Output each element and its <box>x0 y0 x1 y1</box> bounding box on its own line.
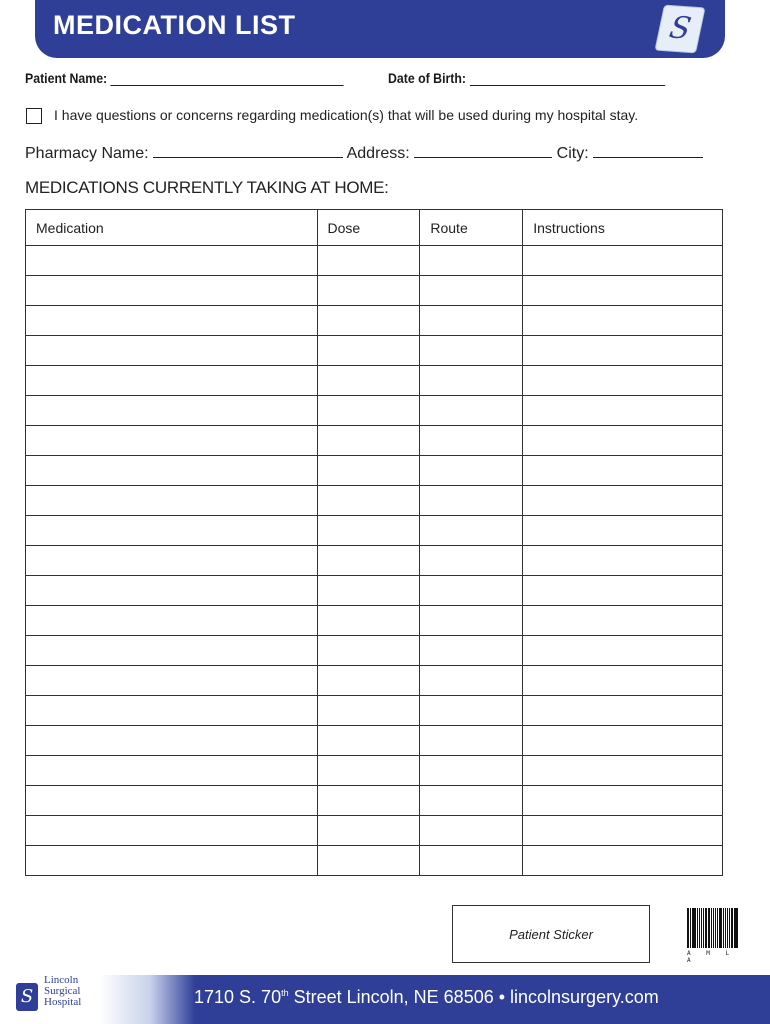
route-cell[interactable] <box>420 756 523 786</box>
dose-cell[interactable] <box>317 366 420 396</box>
address-line[interactable] <box>414 143 552 158</box>
table-row <box>26 846 723 876</box>
footer-address <box>194 987 659 1008</box>
instructions-cell[interactable] <box>523 336 723 366</box>
dose-cell[interactable] <box>317 576 420 606</box>
patient-sticker-box <box>452 905 650 963</box>
instructions-cell[interactable] <box>523 666 723 696</box>
table-row <box>26 336 723 366</box>
barcode-bar <box>697 908 698 948</box>
instructions-cell[interactable] <box>523 606 723 636</box>
brand-line-3: Hospital <box>44 996 82 1008</box>
table-row <box>26 366 723 396</box>
barcode-bar <box>687 908 689 948</box>
dose-cell[interactable] <box>317 516 420 546</box>
table-row <box>26 696 723 726</box>
route-cell[interactable] <box>420 546 523 576</box>
medication-cell[interactable] <box>26 366 318 396</box>
table-row <box>26 546 723 576</box>
medication-cell[interactable] <box>26 426 318 456</box>
pharmacy-name-line[interactable] <box>153 143 343 158</box>
table-row <box>26 306 723 336</box>
instructions-cell[interactable] <box>523 846 723 876</box>
pharmacy-name-label: Pharmacy Name: <box>25 145 149 162</box>
barcode-bar <box>699 908 701 948</box>
medication-cell[interactable] <box>26 246 318 276</box>
medication-cell[interactable] <box>26 756 318 786</box>
route-cell[interactable] <box>420 576 523 606</box>
column-dose: Dose <box>317 210 420 246</box>
table-row <box>26 456 723 486</box>
concerns-label: I have questions or concerns regarding medication(s) that will be used during my hospital stay. <box>54 107 639 123</box>
route-cell[interactable] <box>420 336 523 366</box>
medication-cell[interactable] <box>26 666 318 696</box>
medication-cell[interactable] <box>26 636 318 666</box>
route-cell[interactable] <box>420 666 523 696</box>
brand-name <box>44 975 81 1008</box>
barcode-bar <box>711 908 712 948</box>
column-instructions: Instructions <box>523 210 723 246</box>
instructions-cell[interactable] <box>523 726 723 756</box>
dose-cell[interactable] <box>317 486 420 516</box>
date-of-birth-label: Date of Birth: <box>388 70 467 86</box>
medication-cell[interactable] <box>26 816 318 846</box>
logo-letter: S <box>666 10 694 47</box>
barcode-text: A M L A <box>687 950 736 964</box>
table-row <box>26 576 723 606</box>
dose-cell[interactable] <box>317 276 420 306</box>
route-cell[interactable] <box>420 726 523 756</box>
route-cell[interactable] <box>420 636 523 666</box>
hospital-logo-icon <box>654 5 705 54</box>
barcode-bar <box>705 908 707 948</box>
instructions-cell[interactable] <box>523 486 723 516</box>
patient-name-field[interactable] <box>25 70 344 86</box>
barcode-bar <box>692 908 693 948</box>
instructions-cell[interactable] <box>523 306 723 336</box>
barcode-bar <box>731 908 733 948</box>
dose-cell[interactable] <box>317 846 420 876</box>
dose-cell[interactable] <box>317 786 420 816</box>
dose-cell[interactable] <box>317 396 420 426</box>
barcode-bar <box>693 908 696 948</box>
barcode-bar <box>719 908 722 948</box>
table-row <box>26 636 723 666</box>
medication-cell[interactable] <box>26 786 318 816</box>
medication-cell[interactable] <box>26 846 318 876</box>
column-route: Route <box>420 210 523 246</box>
route-cell[interactable] <box>420 696 523 726</box>
address-label: Address: <box>346 145 410 162</box>
barcode-bar <box>715 908 717 948</box>
barcode-bar <box>701 908 702 948</box>
dose-cell[interactable] <box>317 726 420 756</box>
table-row <box>26 396 723 426</box>
barcode-bar <box>727 908 728 948</box>
table-row <box>26 786 723 816</box>
route-cell[interactable] <box>420 606 523 636</box>
dose-cell[interactable] <box>317 636 420 666</box>
dose-cell[interactable] <box>317 696 420 726</box>
brand-line-1: Lincoln <box>44 974 79 986</box>
barcode-bar <box>723 908 724 948</box>
route-cell[interactable] <box>420 816 523 846</box>
barcode-bar <box>734 908 735 948</box>
date-of-birth-field[interactable] <box>388 70 665 86</box>
barcode-icon <box>687 908 739 948</box>
pharmacy-row <box>25 143 703 163</box>
table-row <box>26 726 723 756</box>
table-row <box>26 246 723 276</box>
patient-sticker-label: Patient Sticker <box>509 926 593 942</box>
brand-line-2: Surgical <box>44 985 81 997</box>
footer-address-suffix: Street Lincoln, NE 68506 • lincolnsurgery.com <box>288 987 659 1007</box>
medication-cell[interactable] <box>26 576 318 606</box>
medication-cell[interactable] <box>26 546 318 576</box>
instructions-cell[interactable] <box>523 636 723 666</box>
barcode-bar <box>713 908 714 948</box>
medication-cell[interactable] <box>26 696 318 726</box>
section-title: MEDICATIONS CURRENTLY TAKING AT HOME: <box>25 178 389 197</box>
medication-cell[interactable] <box>26 276 318 306</box>
dose-cell[interactable] <box>317 606 420 636</box>
hospital-brand <box>16 974 96 1017</box>
patient-name-label: Patient Name: <box>25 70 108 86</box>
instructions-cell[interactable] <box>523 516 723 546</box>
barcode-bar <box>729 908 730 948</box>
instructions-cell[interactable] <box>523 426 723 456</box>
medication-cell[interactable] <box>26 606 318 636</box>
header-banner <box>35 0 725 58</box>
dose-cell[interactable] <box>317 336 420 366</box>
medication-cell[interactable] <box>26 486 318 516</box>
route-cell[interactable] <box>420 396 523 426</box>
instructions-cell[interactable] <box>523 276 723 306</box>
dose-cell[interactable] <box>317 816 420 846</box>
footer-address-sup: th <box>281 988 289 998</box>
instructions-cell[interactable] <box>523 246 723 276</box>
dose-cell[interactable] <box>317 546 420 576</box>
medication-cell[interactable] <box>26 306 318 336</box>
barcode-bar <box>725 908 727 948</box>
barcode-bar <box>717 908 718 948</box>
table-row <box>26 276 723 306</box>
instructions-cell[interactable] <box>523 576 723 606</box>
route-cell[interactable] <box>420 486 523 516</box>
route-cell[interactable] <box>420 846 523 876</box>
page-title: MEDICATION LIST <box>53 10 296 40</box>
dose-cell[interactable] <box>317 756 420 786</box>
table-row <box>26 666 723 696</box>
instructions-cell[interactable] <box>523 456 723 486</box>
table-row <box>26 426 723 456</box>
medication-cell[interactable] <box>26 336 318 366</box>
instructions-cell[interactable] <box>523 396 723 426</box>
dose-cell[interactable] <box>317 306 420 336</box>
route-cell[interactable] <box>420 246 523 276</box>
table-row <box>26 486 723 516</box>
instructions-cell[interactable] <box>523 546 723 576</box>
barcode-bar <box>708 908 711 948</box>
route-cell[interactable] <box>420 426 523 456</box>
city-line[interactable] <box>593 143 703 158</box>
barcode-bar <box>703 908 704 948</box>
route-cell[interactable] <box>420 516 523 546</box>
table-row <box>26 516 723 546</box>
patient-name-line[interactable] <box>111 71 344 86</box>
instructions-cell[interactable] <box>523 756 723 786</box>
footer-address-prefix: 1710 S. 70 <box>194 987 282 1007</box>
instructions-cell[interactable] <box>523 816 723 846</box>
medication-cell[interactable] <box>26 726 318 756</box>
instructions-cell[interactable] <box>523 696 723 726</box>
dose-cell[interactable] <box>317 666 420 696</box>
route-cell[interactable] <box>420 786 523 816</box>
barcode-bar <box>735 908 738 948</box>
table-header-row <box>26 210 723 246</box>
table-row <box>26 606 723 636</box>
medication-cell[interactable] <box>26 456 318 486</box>
medication-cell[interactable] <box>26 396 318 426</box>
route-cell[interactable] <box>420 456 523 486</box>
instructions-cell[interactable] <box>523 366 723 396</box>
route-cell[interactable] <box>420 306 523 336</box>
table-row <box>26 756 723 786</box>
table-row <box>26 816 723 846</box>
city-label: City: <box>556 145 589 162</box>
dose-cell[interactable] <box>317 246 420 276</box>
brand-logo-icon: S <box>16 983 38 1011</box>
barcode-bar <box>690 908 691 948</box>
medication-cell[interactable] <box>26 516 318 546</box>
instructions-cell[interactable] <box>523 786 723 816</box>
dose-cell[interactable] <box>317 426 420 456</box>
date-of-birth-line[interactable] <box>469 71 664 86</box>
dose-cell[interactable] <box>317 456 420 486</box>
route-cell[interactable] <box>420 276 523 306</box>
column-medication: Medication <box>26 210 318 246</box>
route-cell[interactable] <box>420 366 523 396</box>
concerns-checkbox[interactable] <box>26 108 42 124</box>
medication-table <box>25 209 723 876</box>
